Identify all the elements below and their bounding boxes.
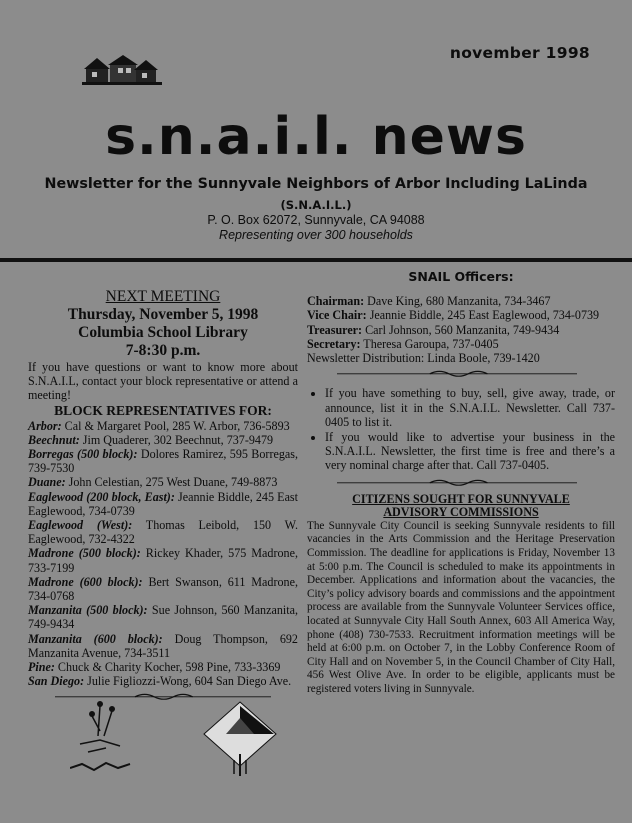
meeting-note: If you have questions or want to know more about S.N.A.I.L, contact your block representative or attend a meeting!	[28, 360, 298, 403]
citizens-heading: CITIZENS SOUGHT FOR SUNNYVALE	[352, 491, 570, 506]
houses-clipart-icon	[82, 54, 162, 88]
ornamental-divider-icon	[307, 478, 607, 486]
rep-item: Manzanita (600 block): Doug Thompson, 692 Manzanita Avenue, 734-3511	[28, 631, 298, 660]
rep-item: Madrone (500 block): Rickey Khader, 575 Madrone, 733-7199	[28, 546, 298, 575]
meeting-date: Thursday, November 5, 1998	[67, 306, 259, 323]
ornamental-divider-icon	[307, 369, 607, 377]
mailing-address: P. O. Box 62072, Sunnyvale, CA 94088	[207, 213, 425, 227]
org-abbrev: (S.N.A.I.L.)	[280, 198, 352, 212]
diamond-tree-clipart-icon	[200, 698, 280, 778]
rep-item: Arbor: Cal & Margaret Pool, 285 W. Arbor, 736-5893	[28, 418, 290, 433]
officers-heading: SNAIL Officers:	[408, 269, 514, 284]
rep-item: Madrone (600 block): Bert Swanson, 611 Madrone, 734-0768	[28, 574, 298, 604]
flowers-clipart-icon	[70, 696, 140, 776]
rep-item: Beechnut: Jim Quaderer, 302 Beechnut, 737-9479	[28, 432, 274, 447]
rep-item: Borregas (500 block): Dolores Ramirez, 595 Borregas, 739-7530	[28, 447, 298, 476]
citizens-subheading: ADVISORY COMMISSIONS	[383, 505, 539, 520]
rep-item: Eaglewood (200 block, East): Jeannie Biddle, 245 East Eaglewood, 734-0739	[28, 489, 299, 518]
list-item: • If you have something to buy, sell, give away, trade, or announce, list it in the S.N.A.I.L. Newsletter. Call 737-0405 to list it.	[325, 386, 615, 429]
rep-item: Manzanita (500 block): Sue Johnson, 560 Manzanita, 749-9434	[28, 603, 298, 632]
right-column	[307, 270, 615, 697]
rep-item: Eaglewood (West): Thomas Leibold, 150 W. Eaglewood, 732-4322	[28, 518, 298, 547]
notices-list	[307, 386, 615, 472]
officer-item: Chairman: Dave King, 680 Manzanita, 734-3467	[307, 294, 551, 309]
header-rule	[0, 258, 632, 262]
citizens-body: The Sunnyvale City Council is seeking Sunnyvale residents to fill vacancies in the Arts Commission and the Heritage Preservation Commission. The deadline for applications is Friday, November 13 at 5:00 p.m. The Council is scheduled to make its appointments in December. Applications and information about the vacancies, the City’s policy advisory boards and commissions and the appointment process are available from the Sunnyvale Volunteer Services office, located at Sunnyvale City Hall South Annex, 603 All America Way, phone (408) 730-7533. Recruitment information meetings will be held at 6:00 p.m. on October 7, in the Lobby Conference Room of City Hall and on November 5, in the Council Chamber of City Hall, 456 West Olive Ave. In order to be eligible, applicants must be registered voters living in Sunnyvale.	[307, 519, 615, 695]
tagline: Newsletter for the Sunnyvale Neighbors of Arbor Including LaLinda	[44, 176, 588, 192]
newsletter-distribution: Newsletter Distribution: Linda Boole, 739-1420	[307, 351, 540, 366]
list-item: • If you would like to advertise your business in the S.N.A.I.L. Newsletter, the first time is free and there’s a very nominal charge after that. Call 737-0405.	[325, 430, 615, 473]
rep-item: Duane: John Celestian, 275 West Duane, 749-8873	[28, 475, 278, 490]
rep-item: San Diego: Julie Figliozzi-Wong, 604 San Diego Ave.	[28, 674, 292, 689]
officer-item: Vice Chair: Jeannie Biddle, 245 East Eaglewood, 734-0739	[307, 308, 600, 323]
officer-item: Treasurer: Carl Johnson, 560 Manzanita, 749-9434	[307, 322, 560, 337]
meeting-location: Columbia School Library	[78, 324, 248, 341]
officer-item: Secretary: Theresa Garoupa, 737-0405	[307, 336, 499, 351]
issue-date: november 1998	[449, 44, 590, 62]
left-column	[28, 288, 298, 708]
meeting-heading: NEXT MEETING	[105, 288, 221, 305]
households-note: Representing over 300 households	[219, 228, 413, 242]
reps-heading: BLOCK REPRESENTATIVES FOR:	[54, 402, 272, 418]
meeting-time: 7-8:30 p.m.	[125, 342, 201, 359]
rep-item: Pine: Chuck & Charity Kocher, 598 Pine, 733-3369	[28, 660, 281, 675]
reps-list	[28, 419, 298, 689]
masthead: s.n.a.i.l. news	[105, 107, 527, 167]
